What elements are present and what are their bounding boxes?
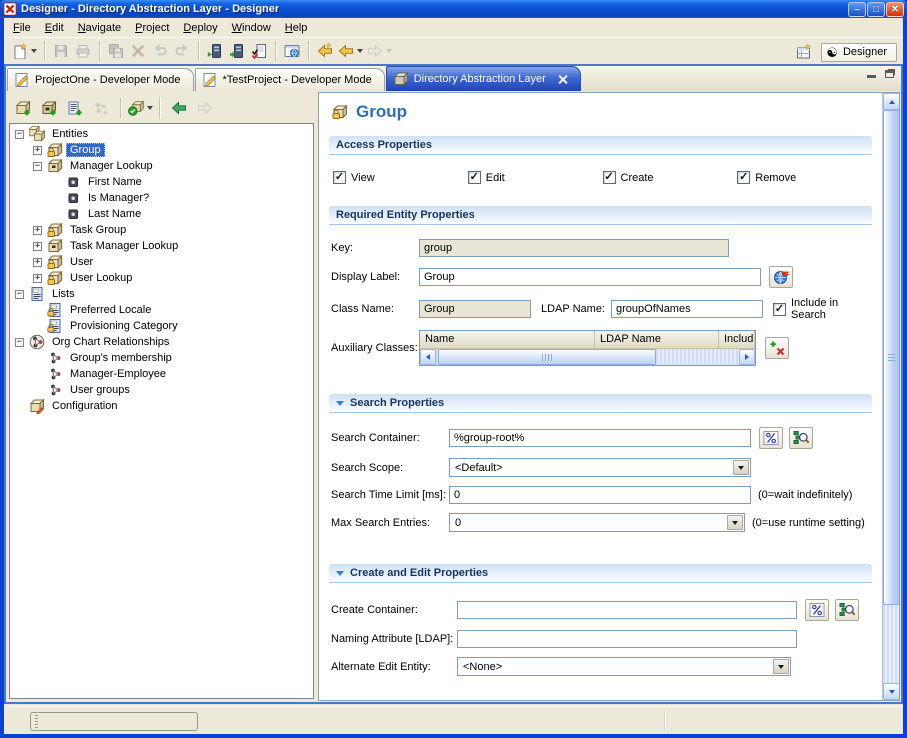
entity-lock-icon (46, 142, 63, 158)
back-icon (338, 43, 354, 59)
tree-item-label: Entities (52, 128, 89, 140)
import-vault-icon (207, 43, 223, 59)
dropdown-arrow-icon[interactable] (357, 49, 363, 53)
entity-icon (46, 158, 63, 174)
org-icon (28, 334, 45, 350)
search-scope-row (331, 458, 872, 477)
checkbox-icon: ✓ (739, 171, 749, 183)
deploy-server-button[interactable] (226, 40, 248, 62)
statusbar (4, 706, 903, 734)
tree-item-group-s-membership[interactable] (10, 350, 313, 366)
add-list-button[interactable] (63, 96, 87, 120)
menu-help[interactable]: Help (284, 21, 308, 34)
auxiliary-classes-row (331, 330, 872, 366)
alternate-edit-entity-row (331, 657, 872, 676)
undo-button (149, 40, 171, 62)
attribute-icon (64, 190, 81, 206)
tree-item-user-groups[interactable] (10, 382, 313, 398)
aux-column-includ[interactable]: Includ (719, 331, 755, 349)
list-item-icon (46, 318, 63, 334)
tree-item-first-name[interactable] (10, 174, 313, 190)
titlebar (0, 0, 907, 18)
yinyang-icon: ☯ (826, 44, 838, 60)
tree-item-label: User groups (70, 384, 130, 396)
tree-browse-icon (839, 602, 855, 618)
dropdown-arrow-icon[interactable] (773, 659, 789, 674)
close-tab-icon[interactable] (557, 74, 568, 85)
list-icon (28, 286, 45, 302)
expander-icon[interactable]: + (34, 144, 41, 155)
minimize-button[interactable]: – (848, 2, 866, 17)
tree-item-provisioning-category[interactable] (10, 318, 313, 334)
aux-table-header (420, 331, 755, 349)
tree-item-configuration[interactable] (10, 398, 313, 414)
entity-lock-icon (46, 222, 63, 238)
entity-lock-icon (46, 254, 63, 270)
print-icon (75, 43, 91, 59)
maximize-button[interactable]: □ (867, 2, 885, 17)
add-entity-alt-icon (41, 100, 57, 116)
scrollbar-thumb[interactable] (883, 110, 900, 605)
insert-token-button[interactable] (805, 599, 829, 621)
expander-icon[interactable]: + (34, 240, 41, 251)
tab-edit-icon (14, 72, 30, 88)
attribute-icon (64, 206, 81, 222)
redo-button (171, 40, 193, 62)
tree-item-label: User (70, 256, 94, 268)
auxiliary-classes-label: Auxiliary Classes: (331, 342, 418, 354)
expander-icon[interactable]: + (34, 272, 41, 283)
checkbox-label: Create (620, 171, 654, 184)
toolbar-separator (120, 98, 121, 118)
compare-button[interactable] (248, 40, 270, 62)
tree-item-label: Task Manager Lookup (70, 240, 179, 252)
status-area (30, 712, 198, 731)
aux-horizontal-scrollbar[interactable] (420, 349, 755, 365)
entity-icon (46, 238, 63, 254)
tab-edit-icon (202, 72, 218, 88)
tab-label: Directory Abstraction Layer (413, 73, 546, 85)
dropdown-arrow-icon[interactable] (31, 49, 37, 53)
menu-navigate[interactable]: Navigate (77, 21, 122, 34)
forward-icon (367, 43, 383, 59)
org-item-icon (46, 350, 63, 366)
menu-deploy[interactable]: Deploy (183, 21, 218, 34)
percent-icon (763, 430, 779, 446)
section-search-title: Search Properties (350, 397, 445, 409)
dal-tree (9, 123, 314, 699)
back-star-icon (317, 43, 333, 59)
tree-item-user[interactable] (10, 254, 313, 270)
view-controls (867, 70, 894, 78)
tree-item-label: Configuration (52, 400, 118, 412)
app-area (4, 18, 903, 734)
create-container-label: Create Container: (331, 604, 418, 616)
tree-toolbar (9, 92, 314, 123)
display-label-label: Display Label: (331, 271, 401, 283)
collapse-icon[interactable] (336, 401, 344, 406)
add-entity-button[interactable] (11, 96, 35, 120)
app-icon (3, 2, 17, 16)
menubar (4, 18, 903, 37)
checkbox-view[interactable] (333, 171, 468, 184)
toolbar-separator (198, 41, 199, 61)
entity-form (319, 93, 882, 700)
save-all-button (105, 40, 127, 62)
auxiliary-classes-table (419, 330, 756, 366)
nav-forward-icon (197, 100, 213, 116)
naming-attribute-field[interactable] (457, 630, 797, 648)
max-search-entries-row (331, 513, 872, 532)
entity-icon (331, 104, 349, 121)
tree-browse-icon (793, 430, 809, 446)
validate-icon (128, 100, 144, 116)
forward-button (365, 40, 394, 62)
toolbar-buttons (10, 40, 394, 62)
localize-button[interactable] (769, 266, 793, 288)
tree-item-lists[interactable] (10, 286, 313, 302)
delete-icon (130, 43, 146, 59)
entity-editor (318, 92, 900, 701)
class-name-label: Class Name: (331, 303, 394, 315)
dropdown-arrow-icon[interactable] (733, 460, 749, 475)
scroll-left-icon[interactable] (420, 349, 436, 365)
toolbar-separator (275, 41, 276, 61)
checkbox-label: Edit (485, 171, 505, 184)
checkbox-edit[interactable] (468, 171, 603, 184)
toolbar-separator (99, 41, 100, 61)
scroll-down-icon[interactable] (883, 683, 900, 700)
menu-window[interactable]: Window (231, 21, 271, 34)
display-label-row (331, 266, 872, 288)
editor-vertical-scrollbar[interactable] (882, 93, 899, 700)
tree-item-manager-employee[interactable] (10, 366, 313, 382)
designer-perspective-button[interactable] (821, 43, 897, 62)
dropdown-arrow-icon (386, 49, 392, 53)
add-relationship-button (89, 96, 113, 120)
scroll-right-icon[interactable] (739, 349, 755, 365)
toolbar-separator (308, 41, 309, 61)
alternate-edit-entity-label: Alternate Edit Entity: (331, 660, 431, 673)
tree-item-manager-lookup[interactable] (10, 158, 313, 174)
checkbox-label: Remove (755, 171, 797, 184)
toolbar-separator (44, 41, 45, 61)
checkbox-create[interactable] (603, 171, 738, 184)
main-toolbar (4, 37, 903, 64)
section-required-properties (329, 206, 872, 225)
alternate-edit-entity-value: <None> (463, 660, 503, 673)
import-vault-button[interactable] (204, 40, 226, 62)
scrollbar-thumb[interactable] (438, 349, 656, 365)
nav-forward-button (193, 96, 217, 120)
tab-label: ProjectOne - Developer Mode (35, 74, 181, 86)
max-entries-note: (0=use runtime setting) (752, 516, 865, 529)
back-button[interactable] (336, 40, 365, 62)
insert-token-button[interactable] (759, 427, 783, 449)
tree-item-is-manager[interactable] (10, 190, 313, 206)
config-icon (28, 398, 45, 414)
add-entity-alt-button[interactable] (37, 96, 61, 120)
collapse-icon[interactable] (336, 571, 344, 576)
deploy-server-icon (229, 43, 245, 59)
section-access-properties (329, 136, 872, 155)
dal-tree-panel (6, 91, 318, 702)
status-separator (664, 711, 665, 731)
search-time-limit-row (331, 486, 872, 504)
tree-item-label: Org Chart Relationships (52, 336, 170, 348)
menu-edit[interactable]: Edit (44, 21, 64, 34)
entity-title-text: Group (356, 102, 407, 121)
include-in-search-label: Include in Search (791, 297, 839, 321)
checkbox-remove[interactable] (737, 171, 872, 184)
close-button[interactable]: ✕ (886, 2, 904, 17)
tree-item-label: Last Name (88, 208, 142, 220)
browser-icon (284, 43, 300, 59)
new-icon (12, 43, 28, 59)
tabbar (6, 66, 901, 91)
add-relationship-icon (93, 100, 109, 116)
section-search-properties (329, 394, 872, 413)
tree-item-label: Is Manager? (88, 192, 150, 204)
tree-item-label: Preferred Locale (70, 304, 152, 316)
tree-item-org-chart-relationships[interactable] (10, 334, 313, 350)
editor-area (4, 64, 903, 704)
main-area (6, 91, 901, 702)
section-create-edit-properties (329, 564, 872, 583)
entity-title (331, 102, 876, 122)
tree-item-label: Manager-Employee (70, 368, 166, 380)
nav-back-button[interactable] (167, 96, 191, 120)
tree-item-user-lookup[interactable] (10, 270, 313, 286)
ldap-name-label: LDAP Name: (541, 303, 605, 315)
add-entity-icon (15, 100, 31, 116)
tree-item-label: First Name (88, 176, 142, 188)
compare-icon (251, 43, 267, 59)
expander-icon[interactable]: + (34, 224, 41, 235)
browse-container-button[interactable] (835, 599, 859, 621)
redo-icon (174, 43, 190, 59)
key-row (331, 239, 872, 257)
org-item-icon (46, 382, 63, 398)
naming-attribute-label: Naming Attribute [LDAP]: (331, 633, 454, 645)
perspective-label: Designer (842, 46, 887, 58)
entities-icon (28, 126, 45, 142)
tree-item-label: Group (66, 143, 105, 157)
aux-column-ldap-name[interactable]: LDAP Name (595, 331, 719, 349)
percent-icon (809, 602, 825, 618)
tree-item-task-group[interactable] (10, 222, 313, 238)
scroll-up-icon[interactable] (883, 93, 900, 110)
dropdown-arrow-icon[interactable] (727, 515, 743, 530)
tab-dal-icon (393, 71, 409, 87)
menu-file[interactable]: File (13, 21, 31, 34)
new-button[interactable] (10, 40, 39, 62)
section-required-title: Required Entity Properties (336, 209, 475, 221)
org-item-icon (46, 366, 63, 382)
expander-icon[interactable]: + (34, 256, 41, 267)
dropdown-arrow-icon[interactable] (147, 106, 153, 110)
tab-label: *TestProject - Developer Mode (222, 74, 372, 86)
section-access-title: Access Properties (336, 139, 432, 151)
expander-icon[interactable]: − (16, 336, 23, 347)
checkbox-icon: ✓ (469, 171, 479, 183)
print-button (72, 40, 94, 62)
save-all-icon (108, 43, 124, 59)
section-create-title: Create and Edit Properties (350, 567, 489, 579)
expander-icon[interactable]: − (34, 160, 41, 171)
tree-item-group[interactable] (10, 142, 313, 158)
toolbar-separator (159, 98, 160, 118)
class-name-row (331, 297, 872, 321)
checkbox-icon: ✓ (604, 171, 614, 183)
nav-back-icon (171, 100, 187, 116)
grip-icon (35, 715, 38, 728)
validate-button[interactable] (128, 96, 152, 120)
aux-column-name[interactable]: Name (420, 331, 595, 349)
expander-icon[interactable]: − (16, 128, 23, 139)
menu-project[interactable]: Project (135, 21, 170, 34)
search-scope-select[interactable] (449, 458, 751, 477)
tree-item-label: User Lookup (70, 272, 133, 284)
max-search-entries-select[interactable] (449, 513, 745, 532)
search-container-field[interactable] (449, 429, 751, 447)
window-title: Designer - Directory Abstraction Layer - Designer (21, 3, 280, 15)
tree-item-preferred-locale[interactable] (10, 302, 313, 318)
include-in-search-checkbox[interactable] (773, 297, 872, 321)
restore-view-icon[interactable] (885, 70, 894, 78)
tree-item-last-name[interactable] (10, 206, 313, 222)
time-limit-note: (0=wait indefinitely) (758, 489, 853, 501)
checkbox-label: View (351, 171, 375, 184)
checkbox-icon: ✓ (334, 171, 345, 183)
tree-item-label: Group's membership (70, 352, 172, 364)
perspective-bar (792, 41, 897, 63)
search-time-limit-field[interactable] (449, 486, 751, 504)
create-container-row (331, 599, 872, 621)
display-label-field[interactable] (419, 268, 761, 286)
ldap-name-field[interactable] (611, 300, 763, 318)
add-list-icon (67, 100, 83, 116)
checkbox-icon: ✓ (774, 302, 785, 315)
tree-item-entities[interactable] (10, 126, 313, 142)
max-search-entries-label: Max Search Entries: (331, 516, 431, 529)
tab-testproject-developer-mode[interactable] (195, 68, 385, 91)
browse-container-button[interactable] (789, 427, 813, 449)
tree-item-label: Lists (52, 288, 75, 300)
search-container-row (331, 427, 872, 449)
search-scope-label: Search Scope: (331, 461, 404, 474)
max-search-entries-value: 0 (455, 516, 462, 529)
delete-button (127, 40, 149, 62)
class-name-field[interactable] (419, 300, 531, 318)
create-container-field[interactable] (457, 601, 797, 619)
key-label: Key: (331, 242, 354, 254)
undo-icon (152, 43, 168, 59)
tree-item-label: Manager Lookup (70, 160, 153, 172)
open-perspective-button[interactable] (792, 41, 816, 63)
tree-item-label: Provisioning Category (70, 320, 178, 332)
access-checkboxes (333, 171, 872, 184)
back-star-button[interactable] (314, 40, 336, 62)
tab-directory-abstraction-layer[interactable] (386, 66, 581, 91)
attribute-icon (64, 174, 81, 190)
search-container-label: Search Container: (331, 432, 420, 444)
browser-button[interactable] (281, 40, 303, 62)
minimize-view-icon[interactable] (867, 71, 876, 78)
globalize-icon (773, 269, 789, 285)
add-remove-icon (769, 340, 785, 356)
tab-projectone-developer-mode[interactable] (7, 68, 194, 91)
save-icon (53, 43, 69, 59)
tree-item-label: Task Group (70, 224, 127, 236)
tree-item-task-manager-lookup[interactable] (10, 238, 313, 254)
entity-lock-icon (46, 270, 63, 286)
naming-attribute-row (331, 630, 872, 648)
expander-icon[interactable]: − (16, 288, 23, 299)
search-scope-value: <Default> (455, 461, 503, 474)
save-button (50, 40, 72, 62)
list-item-icon (46, 302, 63, 318)
search-time-limit-label: Search Time Limit [ms]: (331, 489, 446, 501)
key-field[interactable] (419, 239, 729, 257)
alternate-edit-entity-select[interactable] (457, 657, 791, 676)
add-remove-aux-button[interactable] (765, 337, 789, 359)
